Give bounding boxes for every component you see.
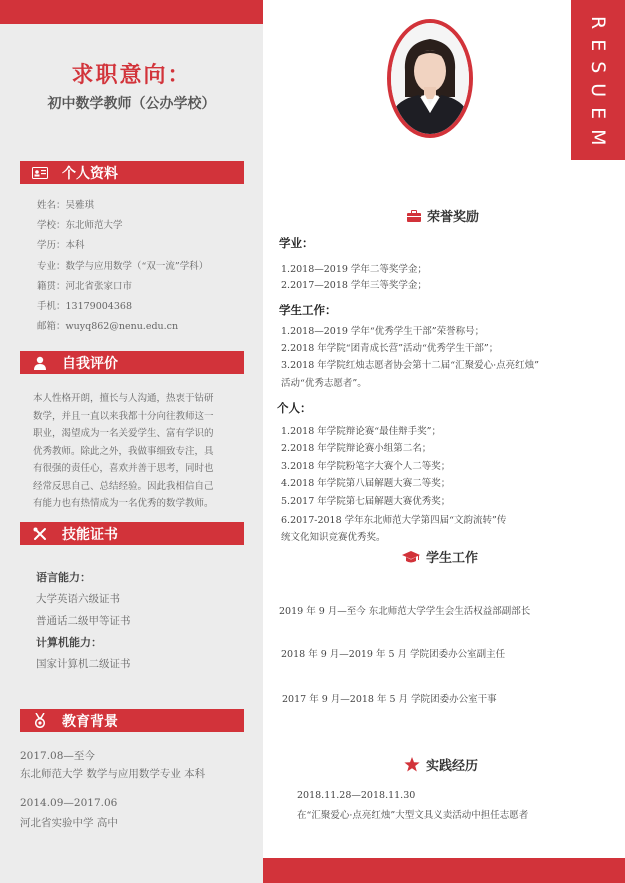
education-detail: 河北省实验中学 高中 xyxy=(20,817,118,829)
section-header-education xyxy=(20,709,244,732)
practice-date: 2018.11.28—2018.11.30 xyxy=(297,790,416,801)
section-title-personal: 个人资料 xyxy=(62,165,118,182)
practice-desc: 在“汇聚爱心·点亮红烛”大型文具义卖活动中担任志愿者 xyxy=(297,810,529,821)
honors-work-label: 学生工作： xyxy=(279,303,337,317)
objective-title: 求职意向： xyxy=(71,63,192,88)
honor-item: 活动“优秀志愿者”。 xyxy=(281,378,367,389)
education-period: 2014.09—2017.06 xyxy=(20,797,118,809)
skill-item: 大学英语六级证书 xyxy=(36,593,120,605)
honors-academic-label: 学业： xyxy=(279,236,314,250)
self-eval-text xyxy=(33,390,243,513)
self-eval-line: 经常反思自己、总结经验。因此我相信自己 xyxy=(33,480,214,492)
profile-photo xyxy=(387,19,473,138)
medal-icon xyxy=(20,713,60,728)
section-header-practice xyxy=(404,755,478,774)
education-detail: 东北师范大学 数学与应用数学专业 本科 xyxy=(20,768,206,780)
personal-row-email: 邮箱：wuyq862@nenu.edu.cn xyxy=(37,321,179,333)
skill-item: 普通话二级甲等证书 xyxy=(36,615,131,627)
section-header-skills xyxy=(20,522,244,545)
personal-row-hometown: 籍贯：河北省张家口市 xyxy=(37,280,133,292)
personal-row-degree: 学历：本科 xyxy=(37,240,85,252)
skill-item: 国家计算机二级证书 xyxy=(36,658,131,670)
honor-item: 统文化知识竞赛优秀奖。 xyxy=(281,532,386,543)
section-title-student-work: 学生工作 xyxy=(426,551,479,566)
honor-item: 5.2017 年学院第七届解题大赛优秀奖； xyxy=(281,496,451,507)
self-eval-line: 数学，并且一直以来我都十分向往教师这一 xyxy=(33,410,214,422)
section-title-honors: 荣誉奖励 xyxy=(427,210,480,225)
section-title-education: 教育背景 xyxy=(62,713,118,730)
id-card-icon xyxy=(20,167,60,179)
personal-row-major: 专业：数学与应用数学（“双一流”学科） xyxy=(37,260,209,272)
section-title-self-eval: 自我评价 xyxy=(62,355,118,372)
honor-item: 3.2018 年学院红烛志愿者协会第十二届“汇聚爱心·点亮红烛” xyxy=(281,360,539,371)
section-header-student-work xyxy=(402,547,478,566)
self-eval-line: 本人性格开朗，擅长与人沟通，热衷于钻研 xyxy=(33,393,214,404)
honors-personal-label: 个人： xyxy=(277,401,312,415)
skill-language-label: 语言能力： xyxy=(36,571,91,584)
portrait-image xyxy=(391,23,469,134)
user-icon xyxy=(20,356,60,370)
student-work-item: 2017 年 9 月—2018 年 5 月 学院团委办公室干事 xyxy=(282,694,497,705)
honor-item: 2.2018 年学院“团青成长营”活动“优秀学生干部”； xyxy=(281,343,499,354)
honor-item: 1.2018 年学院辩论赛“最佳辩手奖”； xyxy=(281,426,441,437)
personal-row-name: 姓名：吴雅琪 xyxy=(37,200,95,211)
section-title-skills: 技能证书 xyxy=(62,526,118,543)
section-header-honors xyxy=(407,206,479,225)
resume-tag-text: RESUEM xyxy=(587,16,609,156)
honor-item: 6.2017-2018 学年东北师范大学第四届“文韵流转”传 xyxy=(281,515,507,526)
graduation-cap-icon xyxy=(402,551,420,563)
honor-item: 3.2018 年学院粉笔字大赛个人二等奖； xyxy=(281,461,451,472)
resume-tag xyxy=(571,0,625,160)
section-title-practice: 实践经历 xyxy=(426,759,479,774)
honor-item: 2.2017—2018 学年三等奖学金； xyxy=(281,280,427,291)
honor-item: 4.2018 年学院第八届解题大赛二等奖； xyxy=(281,478,451,489)
honor-item: 1.2018—2019 学年二等奖学金； xyxy=(281,264,427,275)
personal-info-list xyxy=(37,196,208,337)
student-work-item: 2019 年 9 月—至今 东北师范大学学生会生活权益部副部长 xyxy=(279,606,531,617)
objective-position: 初中数学教师（公办学校） xyxy=(47,96,216,112)
star-icon xyxy=(404,757,420,772)
self-eval-line: 有能力也有热情成为一名优秀的数学教师。 xyxy=(33,498,214,509)
education-period: 2017.08—至今 xyxy=(20,750,95,762)
section-header-self-eval xyxy=(20,351,244,374)
bottom-accent-bar xyxy=(263,858,625,883)
personal-row-phone: 手机：13179004368 xyxy=(37,300,132,312)
briefcase-icon xyxy=(407,210,421,222)
tools-icon xyxy=(20,527,60,541)
section-header-personal xyxy=(20,161,244,184)
top-accent-bar xyxy=(0,0,263,24)
personal-row-school: 学校：东北师范大学 xyxy=(37,220,123,232)
honor-item: 1.2018—2019 学年“优秀学生干部”荣誉称号； xyxy=(281,326,485,337)
student-work-item: 2018 年 9 月—2019 年 5 月 学院团委办公室副主任 xyxy=(281,649,506,660)
self-eval-line: 有很强的责任心，喜欢并善于思考，同时也 xyxy=(33,463,214,474)
self-eval-line: 优秀教师。除此之外，我做事细致专注，具 xyxy=(33,445,214,457)
honor-item: 2.2018 年学院辩论赛小组第二名； xyxy=(281,443,432,454)
self-eval-line: 职业，渴望成为一名关爱学生、富有学识的 xyxy=(33,428,214,439)
skill-computer-label: 计算机能力： xyxy=(36,636,102,649)
